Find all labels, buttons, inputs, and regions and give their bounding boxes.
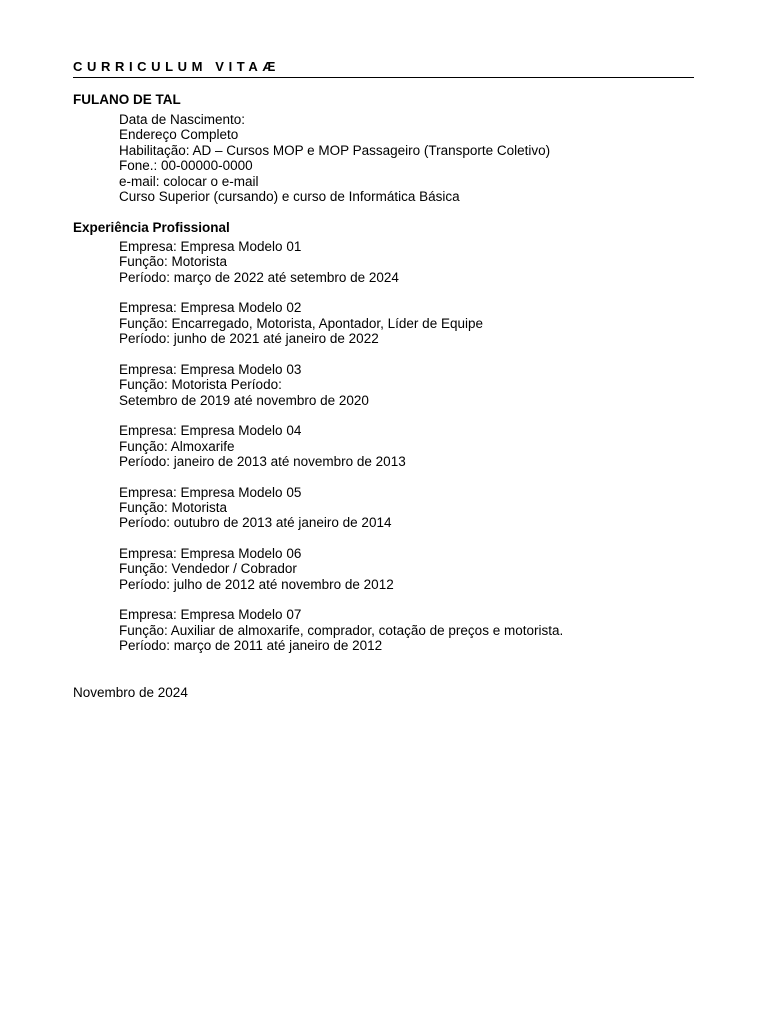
- job-period: Período: outubro de 2013 até janeiro de 2014: [119, 515, 392, 531]
- job-company: Empresa: Empresa Modelo 03: [119, 361, 302, 377]
- job-company: Empresa: Empresa Modelo 01: [119, 239, 302, 254]
- job-role: Função: Auxiliar de almoxarife, comprador, cotação de preços e motorista.: [119, 622, 564, 638]
- experience-list: [119, 239, 563, 669]
- job-period: Período: março de 2022 até setembro de 2024: [119, 269, 399, 285]
- job-role: Função: Motorista: [119, 500, 228, 516]
- personal-info-line: Curso Superior (cursando) e curso de Informática Básica: [119, 189, 460, 205]
- job-entry: [119, 300, 563, 346]
- job-entry: [119, 362, 563, 408]
- job-role: Função: Motorista: [119, 254, 228, 270]
- personal-info-line: Habilitação: AD – Cursos MOP e MOP Passageiro (Transporte Coletivo): [119, 142, 551, 158]
- experience-heading: Experiência Profissional: [73, 220, 230, 235]
- job-period: Período: junho de 2021 até janeiro de 2022: [119, 331, 379, 347]
- job-company: Empresa: Empresa Modelo 07: [119, 607, 302, 623]
- job-period: Período: janeiro de 2013 até novembro de 2013: [119, 454, 406, 470]
- document-date: Novembro de 2024: [73, 685, 188, 700]
- personal-info-line: Data de Nascimento:: [119, 112, 246, 127]
- job-entry: [119, 239, 563, 285]
- document-title: CURRICULUM VITAÆ: [73, 59, 280, 74]
- candidate-name: FULANO DE TAL: [73, 92, 181, 107]
- personal-info: [119, 112, 550, 204]
- job-company: Empresa: Empresa Modelo 02: [119, 300, 302, 316]
- job-role: Função: Almoxarife: [119, 438, 235, 454]
- personal-info-line: Endereço Completo: [119, 127, 239, 143]
- job-entry: [119, 546, 563, 592]
- job-period: Setembro de 2019 até novembro de 2020: [119, 392, 369, 408]
- job-entry: [119, 485, 563, 531]
- job-entry: [119, 423, 563, 469]
- job-period: Período: março de 2011 até janeiro de 2012: [119, 638, 383, 654]
- job-company: Empresa: Empresa Modelo 05: [119, 484, 302, 500]
- job-period: Período: julho de 2012 até novembro de 2012: [119, 576, 394, 592]
- job-role: Função: Motorista Período:: [119, 377, 282, 393]
- job-role: Função: Encarregado, Motorista, Apontador, Líder de Equipe: [119, 315, 483, 331]
- job-role: Função: Vendedor / Cobrador: [119, 561, 297, 577]
- personal-info-line: e-mail: colocar o e-mail: [119, 173, 259, 189]
- job-entry: [119, 607, 563, 653]
- job-company: Empresa: Empresa Modelo 06: [119, 546, 302, 562]
- job-company: Empresa: Empresa Modelo 04: [119, 423, 302, 439]
- personal-info-line: Fone.: 00-00000-0000: [119, 158, 253, 174]
- title-divider: [73, 77, 694, 78]
